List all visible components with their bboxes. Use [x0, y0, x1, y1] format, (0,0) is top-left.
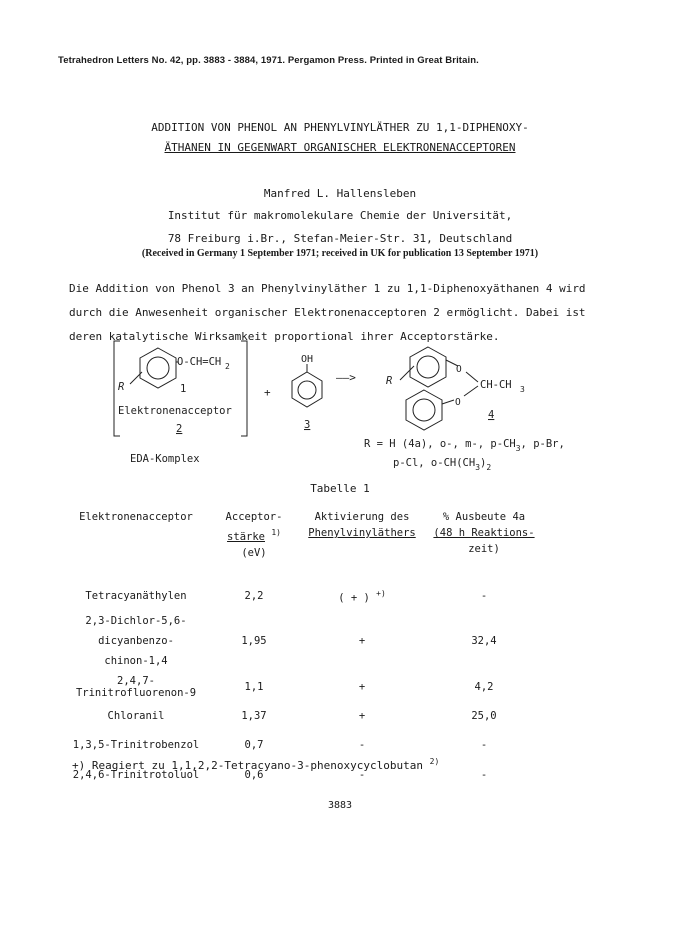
ether-o-upper: O: [456, 364, 462, 375]
journal-header: Tetrahedron Letters No. 42, pp. 3883 - 3884, 1971. Pergamon Press. Printed in Great Britain.: [58, 55, 479, 66]
header-activation: Aktivierung des Phenylvinyläthers: [308, 511, 416, 539]
r-label-2: R: [386, 375, 393, 387]
table-row: 1,3,5-Trinitrobenzol 0,7 - -: [72, 739, 488, 751]
table-header-row: [60, 508, 540, 562]
ether-o-lower: O: [455, 397, 461, 408]
compound-2: 2: [176, 423, 183, 435]
results-table: [60, 508, 540, 790]
footnote: +) Reagiert zu 1,1,2,2-Tetracyano-3-phenoxycyclobutan $^{2)}$: [72, 757, 440, 772]
compound-1: 1: [180, 383, 187, 395]
header-acceptor: Elektronenacceptor: [79, 511, 193, 523]
r-definition-2: p-Cl, $o-CH(CH_3)_2$: [393, 457, 492, 472]
oh-label: OH: [301, 354, 314, 365]
address: 78 Freiburg i.Br., Stefan-Meier-Str. 31, Deutschland: [167, 232, 513, 245]
acceptor-label: Elektronenacceptor: [118, 405, 232, 417]
title-line-1: ADDITION VON PHENOL AN PHENYLVINYLÄTHER ZU 1,1-DIPHENOXY-: [151, 121, 529, 134]
plus-sign: +: [264, 386, 271, 399]
table-row: Tetracyanäthylen 2,2 ( + ) +) -: [85, 588, 488, 604]
page-number: 3883: [327, 800, 353, 811]
table-row: 2,4,7-Trinitrofluorenon-9 1,1 + 4,2: [75, 675, 494, 699]
r-label-1: R: [118, 381, 125, 393]
received-dates: (Received in Germany 1 September 1971; received in UK for publication 13 September 1971): [141, 248, 539, 259]
title-line-2: ÄTHANEN IN GEGENWART ORGANISCHER ELEKTRONENACCEPTOREN: [164, 141, 516, 154]
compound-3: 3: [304, 419, 311, 431]
table-row: 2,3-Dichlor-5,6-dicyanbenzo- chinon-1,4 1,95 + 32,4: [85, 615, 497, 667]
r-definition-1: R = H (4a), o-, m-, $p-CH_3$, p-Br,: [364, 438, 565, 453]
abstract-line-1: Die Addition von Phenol 3 an Phenylvinyläther 1 zu 1,1-Diphenoxyäthanen 4 wird: [69, 282, 586, 295]
vinyl-group-label: O-CH=CH: [177, 356, 222, 368]
header-yield: % Ausbeute 4a (48 h Reaktions- zeit): [433, 511, 535, 555]
vinyl-subscript: 2: [225, 362, 230, 371]
ch3-subscript: 3: [520, 385, 525, 394]
abstract-line-2: durch die Anwesenheit organischer Elektronenacceptoren 2 ermöglicht. Dabei ist: [69, 306, 586, 319]
eda-complex-label: EDA-Komplex: [130, 453, 200, 465]
table-row: 2,4,6-Trinitrotoluol 0,6 - -: [72, 769, 488, 781]
table-row: Chloranil 1,37 + 25,0: [107, 710, 497, 722]
institute: Institut für makromolekulare Chemie der Universität,: [167, 209, 513, 222]
ch-ch3-label: CH-CH: [480, 379, 512, 391]
header-acceptor-strength: Acceptor- stärke $^{1)}$ (eV): [225, 511, 283, 559]
table-caption: Tabelle 1: [310, 482, 370, 495]
author: Manfred L. Hallensleben: [263, 187, 417, 200]
abstract-line-3: deren katalytische Wirksamkeit proportional ihrer Acceptorstärke.: [69, 330, 500, 343]
reaction-arrow: ——>: [336, 371, 356, 384]
compound-4: 4: [488, 409, 495, 421]
